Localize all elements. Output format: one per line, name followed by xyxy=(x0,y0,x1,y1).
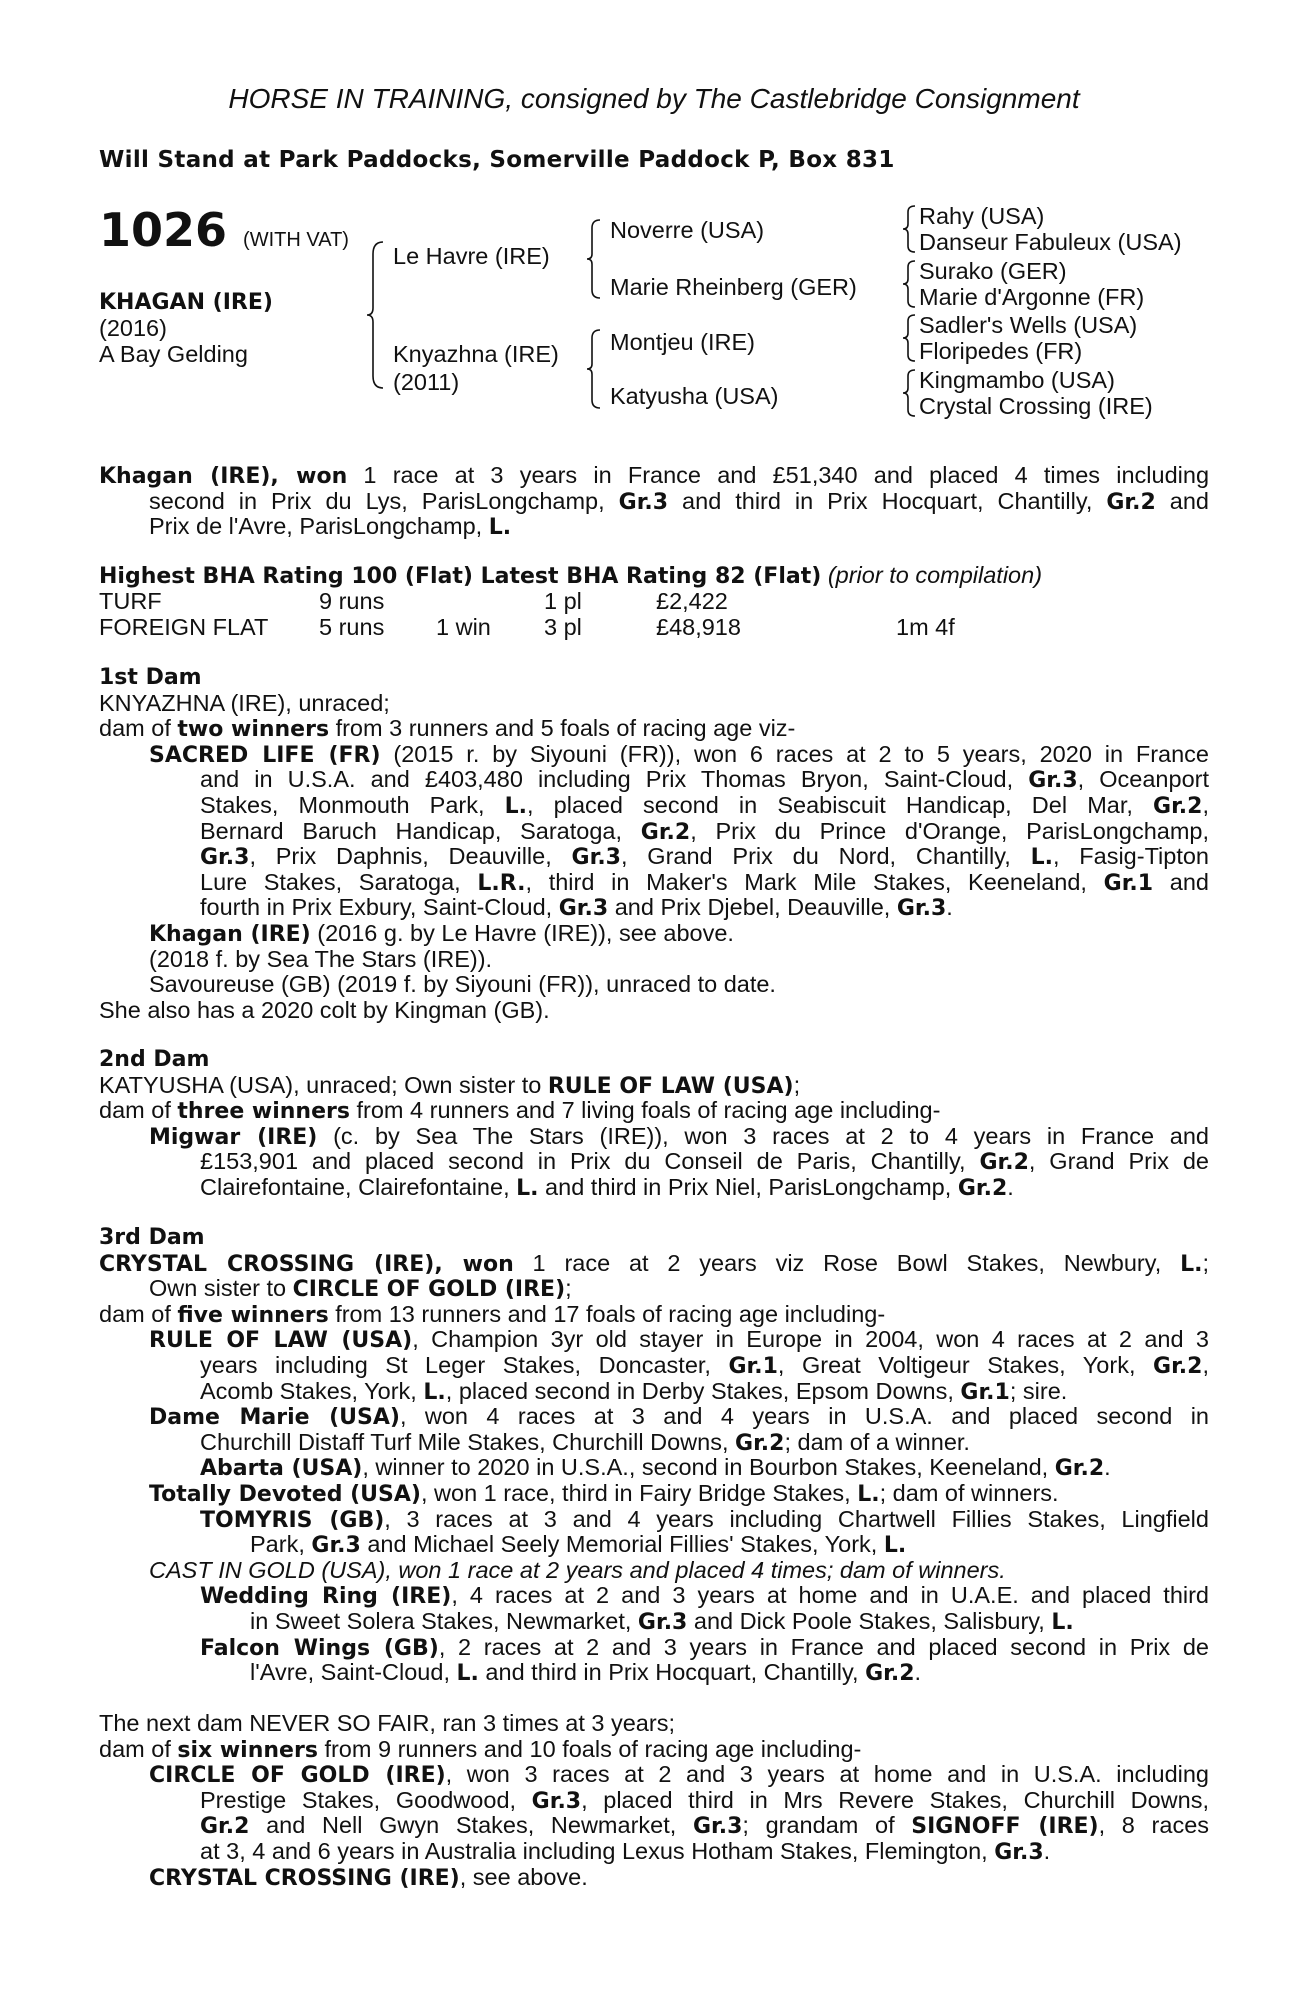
text: l'Avre, Saint-Cloud, xyxy=(250,1659,457,1686)
progeny-line xyxy=(99,1149,1209,1175)
grade: Gr.2 xyxy=(1054,1456,1105,1482)
text: . xyxy=(1007,1173,1014,1200)
text: , 3 races at 3 and 4 years including Chartwell Fillies Stakes, Lingfield xyxy=(384,1506,1209,1532)
pedigree-brace-sire xyxy=(587,218,603,300)
text: and Michael Seely Memorial Fillies' Stakes, York, xyxy=(360,1531,884,1558)
summary-line xyxy=(99,514,1209,540)
record-distance: 1m 4f xyxy=(896,613,955,640)
progeny-line: CAST IN GOLD (USA), won 1 race at 2 years and placed 4 times; dam of winners. xyxy=(149,1556,1006,1583)
page-header: HORSE IN TRAINING, consigned by The Castlebridge Consignment xyxy=(228,83,1080,114)
progeny-line xyxy=(99,870,1209,896)
pedigree-brace-g2 xyxy=(903,259,917,309)
progeny-name: RULE OF LAW (USA) xyxy=(149,1328,413,1353)
text: (2016 g. by Le Havre (IRE)), see above. xyxy=(310,919,734,946)
text: . xyxy=(1043,1837,1051,1864)
race-summary xyxy=(99,463,1209,540)
text: and third in Prix Hocquart, Chantilly, xyxy=(478,1659,866,1686)
winner-count: two winners xyxy=(177,717,330,743)
summary-won: won xyxy=(296,464,348,489)
pedigree-g1: Rahy (USA) xyxy=(919,203,1045,229)
text: , third in Maker's Mark Mile Stakes, Keeneland, xyxy=(525,869,1104,895)
grade: Gr.2 xyxy=(1153,1353,1203,1379)
progeny-line xyxy=(99,1583,1209,1609)
dam-line xyxy=(99,1737,1209,1763)
winner-count: five winners xyxy=(177,1302,329,1328)
pedigree-brace-main xyxy=(367,240,387,390)
record-type: FOREIGN FLAT xyxy=(99,613,269,640)
text: from 3 runners and 5 foals of racing age viz- xyxy=(329,715,796,742)
text: Lure Stakes, Saratoga, xyxy=(200,869,478,895)
grade: L. xyxy=(504,793,527,819)
text: , xyxy=(434,1251,463,1277)
grade: Gr.3 xyxy=(692,1814,743,1839)
progeny-name: Totally Devoted (USA) xyxy=(149,1481,421,1507)
text: Bernard Baruch Handicap, Saratoga, xyxy=(200,818,641,844)
text: , placed second in Derby Stakes, Epsom Downs, xyxy=(445,1377,961,1404)
dam-line xyxy=(99,1276,1209,1302)
text: , Oceanport xyxy=(1077,767,1209,793)
text: and third in Prix Niel, ParisLongchamp, xyxy=(538,1173,958,1200)
progeny-line xyxy=(99,1762,1209,1788)
pedigree-dam-year: (2011) xyxy=(393,369,460,395)
grade: L. xyxy=(1030,845,1053,870)
text: ; sire. xyxy=(1009,1377,1068,1404)
section-heading: 1st Dam xyxy=(99,665,202,690)
grade: L. xyxy=(423,1379,446,1405)
grade: L. xyxy=(857,1481,880,1507)
progeny-line xyxy=(99,1788,1209,1814)
progeny-line xyxy=(99,767,1209,793)
text: Stakes, Monmouth Park, xyxy=(200,792,505,818)
progeny-line xyxy=(99,742,1209,768)
lot-number-value: 1026 xyxy=(99,203,228,257)
summary-text: second in Prix du Lys, ParisLongchamp, xyxy=(149,488,619,514)
progeny-name: Dame Marie (USA) xyxy=(149,1405,400,1430)
grade: Gr.3 xyxy=(531,1788,582,1814)
text: dam of xyxy=(99,1300,178,1327)
text: at 3, 4 and 6 years in Australia including Lexus Hotham Stakes, Flemington, xyxy=(200,1837,995,1864)
text: . xyxy=(914,1659,922,1686)
text: Prestige Stakes, Goodwood, xyxy=(200,1787,532,1813)
progeny-line xyxy=(99,819,1209,845)
summary-grade: L. xyxy=(488,515,512,541)
dam-line xyxy=(99,1098,1209,1124)
pedigree-brace-g1 xyxy=(903,204,917,254)
progeny-line xyxy=(99,1635,1209,1661)
grade: Gr.3 xyxy=(571,845,621,870)
text: dam of xyxy=(99,1097,178,1124)
table-row xyxy=(99,615,955,641)
pedigree-sire: Le Havre (IRE) xyxy=(393,243,550,269)
text: , placed second in Seabiscuit Handicap, Del Mar, xyxy=(527,792,1154,818)
progeny-line xyxy=(99,1353,1209,1379)
grade: Gr.2 xyxy=(640,819,691,845)
lot-vat: (WITH VAT) xyxy=(243,229,349,251)
grade: L. xyxy=(456,1661,479,1687)
progeny-name: CIRCLE OF GOLD (IRE) xyxy=(292,1277,566,1303)
summary-grade: Gr.3 xyxy=(618,489,669,515)
record-runs: 5 runs xyxy=(319,613,385,640)
grade: Gr.3 xyxy=(994,1839,1044,1865)
progeny-line xyxy=(99,1327,1209,1353)
summary-sep: , xyxy=(270,464,297,489)
pedigree-g2: Danseur Fabuleux (USA) xyxy=(919,229,1182,255)
progeny-line xyxy=(99,1532,1209,1558)
text: years including St Leger Stakes, Doncaster, xyxy=(200,1352,729,1378)
stand-location: Will Stand at Park Paddocks, Somerville Paddock P, Box 831 xyxy=(99,147,895,173)
grade: Gr.2 xyxy=(865,1661,915,1687)
record-runs: 9 runs xyxy=(319,588,385,614)
pedigree-g7: Kingmambo (USA) xyxy=(919,367,1115,393)
text: dam of xyxy=(99,715,178,742)
progeny-line xyxy=(99,1660,1209,1686)
pedigree-dam-dam: Katyusha (USA) xyxy=(610,383,779,409)
section-heading: 3rd Dam xyxy=(99,1225,205,1250)
pedigree-g5: Sadler's Wells (USA) xyxy=(919,312,1138,338)
grade: Gr.3 xyxy=(200,845,250,870)
text: 1 race at 2 years viz Rose Bowl Stakes, Newbury, xyxy=(513,1250,1181,1276)
progeny-line xyxy=(99,1455,1209,1481)
grade: Gr.3 xyxy=(1028,768,1078,793)
summary-text: 1 race at 3 years in France and £51,340 and placed 4 times including xyxy=(347,463,1209,488)
grade: Gr.2 xyxy=(200,1814,250,1839)
third-dam-section xyxy=(99,1225,1209,1686)
text: KATYUSHA (USA), unraced; Own sister to xyxy=(99,1071,548,1098)
progeny-line xyxy=(99,1839,1209,1865)
text: dam of xyxy=(99,1735,178,1762)
text: from 4 runners and 7 living foals of racing age including- xyxy=(349,1097,941,1124)
horse-name: KHAGAN (IRE) xyxy=(99,290,273,315)
text: , placed third in Mrs Revere Stakes, Churchill Downs, xyxy=(581,1787,1209,1813)
progeny-name: Khagan (IRE) xyxy=(149,921,311,947)
text: from 9 runners and 10 foals of racing age including- xyxy=(317,1735,862,1762)
next-dam-section xyxy=(99,1711,1209,1890)
grade: L. xyxy=(883,1533,907,1559)
record-prize: £2,422 xyxy=(656,588,728,614)
record-type: TURF xyxy=(99,588,162,614)
summary-grade: Gr.2 xyxy=(1106,489,1156,515)
record-wins xyxy=(436,589,544,615)
text: , Grand Prix de xyxy=(1028,1149,1209,1175)
summary-text: and xyxy=(1155,488,1209,514)
summary-line xyxy=(99,489,1209,515)
grade: L.R. xyxy=(477,870,526,896)
grade: Gr.1 xyxy=(960,1379,1010,1405)
record-distance xyxy=(896,589,955,615)
progeny-line: (2018 f. by Sea The Stars (IRE)). xyxy=(149,945,493,972)
grade: Gr.1 xyxy=(728,1353,778,1379)
text: and Dick Poole Stakes, Salisbury, xyxy=(687,1607,1052,1634)
winner-count: six winners xyxy=(177,1737,318,1763)
progeny-line xyxy=(99,793,1209,819)
text: ; xyxy=(565,1275,572,1302)
pedigree-sire-dam: Marie Rheinberg (GER) xyxy=(610,274,857,300)
pedigree-dam: Knyazhna (IRE) xyxy=(393,341,559,367)
text: . xyxy=(946,894,953,921)
text: from 13 runners and 17 foals of racing age including- xyxy=(328,1300,886,1327)
progeny-name: SACRED LIFE (FR) xyxy=(149,742,381,768)
summary-line xyxy=(99,463,1209,489)
text: , 8 races xyxy=(1098,1813,1209,1839)
progeny-line xyxy=(99,1481,1209,1507)
text: Acomb Stakes, York, xyxy=(200,1377,424,1404)
text: (2015 r. by Siyouni (FR)), won 6 races at 2 to 5 years, 2020 in France xyxy=(380,741,1209,767)
grade: Gr.2 xyxy=(1153,793,1203,819)
section-heading: 2nd Dam xyxy=(99,1047,210,1072)
progeny-name: Migwar (IRE) xyxy=(149,1124,318,1150)
grade: Gr.2 xyxy=(957,1175,1008,1201)
text: , Fasig-Tipton xyxy=(1052,844,1209,870)
text: . xyxy=(1104,1454,1111,1481)
text: ; xyxy=(793,1071,801,1098)
progeny-line xyxy=(99,1865,1209,1891)
progeny-line xyxy=(99,1124,1209,1150)
horse-year: (2016) xyxy=(99,315,167,341)
pedigree-g6: Floripedes (FR) xyxy=(919,338,1083,364)
dam-line xyxy=(99,1302,1209,1328)
grade: Gr.3 xyxy=(311,1533,361,1559)
pedigree-g4: Marie d'Argonne (FR) xyxy=(919,284,1145,310)
text: Own sister to xyxy=(149,1275,293,1302)
grade: Gr.2 xyxy=(735,1430,785,1456)
text: ; xyxy=(1202,1250,1209,1276)
pedigree-brace-g3 xyxy=(903,313,917,363)
text: and Nell Gwyn Stakes, Newmarket, xyxy=(249,1813,693,1839)
grade: Gr.3 xyxy=(896,896,947,922)
progeny-name: CRYSTAL CROSSING (IRE) xyxy=(149,1865,460,1891)
progeny-line xyxy=(99,1430,1209,1456)
text: ; dam of winners. xyxy=(879,1479,1059,1506)
text: , Champion 3yr old stayer in Europe in 2004, won 4 races at 2 and 3 xyxy=(412,1327,1209,1353)
race-record-table xyxy=(99,589,955,640)
progeny-line xyxy=(99,1379,1209,1405)
record-placed: 3 pl xyxy=(544,613,582,640)
text: ; dam of a winner. xyxy=(784,1428,970,1455)
text: fourth in Prix Exbury, Saint-Cloud, xyxy=(200,894,559,921)
text: , 2 races at 2 and 3 years in France and placed second in Prix de xyxy=(438,1634,1209,1660)
table-row xyxy=(99,589,955,615)
bha-rating xyxy=(99,563,1209,589)
progeny-name: Falcon Wings (GB) xyxy=(200,1635,439,1661)
progeny-name: RULE OF LAW (USA) xyxy=(547,1073,794,1099)
progeny-line xyxy=(99,1507,1209,1533)
pedigree-brace-g4 xyxy=(903,368,917,418)
progeny-name: SIGNOFF (IRE) xyxy=(911,1814,1099,1839)
text: in Sweet Solera Stakes, Newmarket, xyxy=(250,1607,638,1634)
progeny-name: Wedding Ring (IRE) xyxy=(200,1584,452,1609)
record-wins: 1 win xyxy=(436,613,491,640)
text: , won 3 races at 2 and 3 years at home and in U.S.A. including xyxy=(445,1762,1209,1788)
progeny-name: CIRCLE OF GOLD (IRE) xyxy=(149,1763,446,1788)
progeny-name: Abarta (USA) xyxy=(200,1456,363,1482)
text: , 4 races at 2 and 3 years at home and in U.A.E. and placed third xyxy=(451,1583,1209,1609)
progeny-line xyxy=(99,895,1209,921)
grade: Gr.2 xyxy=(979,1150,1029,1175)
dam-line: She also has a 2020 colt by Kingman (GB). xyxy=(99,996,550,1023)
grade: L. xyxy=(1051,1609,1074,1635)
dam-line xyxy=(99,1073,1209,1099)
grade: L. xyxy=(516,1175,539,1201)
text: Park, xyxy=(250,1531,312,1558)
text: , won 1 race, third in Fairy Bridge Stakes, xyxy=(420,1479,858,1506)
text: Clairefontaine, Clairefontaine, xyxy=(200,1173,517,1200)
record-placed: 1 pl xyxy=(544,588,582,614)
dam-line: KNYAZHNA (IRE), unraced; xyxy=(99,689,390,716)
summary-horse: Khagan (IRE) xyxy=(99,464,271,489)
text: , Prix Daphnis, Deauville, xyxy=(249,844,572,870)
text: , xyxy=(1202,1352,1209,1378)
text: , see above. xyxy=(459,1863,588,1890)
text: , won 4 races at 3 and 4 years in U.S.A. and placed second in xyxy=(399,1404,1209,1430)
text: , xyxy=(1202,792,1209,818)
rating-values: Highest BHA Rating 100 (Flat) Latest BHA Rating 82 (Flat) xyxy=(99,564,822,589)
text: £153,901 and placed second in Prix du Conseil de Paris, Chantilly, xyxy=(200,1149,980,1175)
rating-note: (prior to compilation) xyxy=(827,562,1043,588)
text: , winner to 2020 in U.S.A., second in Bourbon Stakes, Keeneland, xyxy=(362,1454,1055,1481)
horse-description: A Bay Gelding xyxy=(99,341,248,367)
progeny-line xyxy=(99,921,1209,947)
pedigree-sire-sire: Noverre (USA) xyxy=(610,217,765,243)
grade: Gr.1 xyxy=(1103,870,1154,896)
progeny-line xyxy=(99,1609,1209,1635)
text: (c. by Sea The Stars (IRE)), won 3 races at 2 to 4 years in France and xyxy=(317,1123,1209,1149)
progeny-line xyxy=(99,1175,1209,1201)
progeny-line xyxy=(99,1813,1209,1839)
record-prize: £48,918 xyxy=(656,613,741,640)
grade: L. xyxy=(1180,1251,1203,1277)
dam-line: The next dam NEVER SO FAIR, ran 3 times at 3 years; xyxy=(99,1710,675,1736)
second-dam-section xyxy=(99,1047,1209,1201)
won-label: won xyxy=(462,1251,514,1277)
progeny-name: CRYSTAL CROSSING (IRE) xyxy=(99,1251,435,1277)
first-dam-section xyxy=(99,665,1209,1023)
dam-line xyxy=(99,716,1209,742)
pedigree-dam-sire: Montjeu (IRE) xyxy=(610,329,755,355)
text: and xyxy=(1153,869,1209,895)
text: ; grandam of xyxy=(742,1813,912,1839)
pedigree-g3: Surako (GER) xyxy=(919,258,1067,284)
dam-line xyxy=(99,1251,1209,1277)
text: , Prix du Prince d'Orange, ParisLongchamp, xyxy=(690,818,1209,844)
progeny-line xyxy=(99,844,1209,870)
winner-count: three winners xyxy=(177,1099,350,1125)
summary-text: and third in Prix Hocquart, Chantilly, xyxy=(668,488,1107,514)
grade: Gr.3 xyxy=(558,896,609,922)
text: Churchill Distaff Turf Mile Stakes, Churchill Downs, xyxy=(200,1428,736,1455)
progeny-line xyxy=(99,1404,1209,1430)
pedigree-brace-dam xyxy=(587,328,603,410)
progeny-line: Savoureuse (GB) (2019 f. by Siyouni (FR)), unraced to date. xyxy=(149,971,776,998)
progeny-name: TOMYRIS (GB) xyxy=(200,1507,385,1533)
pedigree-g8: Crystal Crossing (IRE) xyxy=(919,393,1153,419)
grade: Gr.3 xyxy=(637,1609,688,1635)
summary-text: Prix de l'Avre, ParisLongchamp, xyxy=(149,513,489,540)
text: and Prix Djebel, Deauville, xyxy=(608,894,897,921)
text: and in U.S.A. and £403,480 including Prix Thomas Bryon, Saint-Cloud, xyxy=(200,767,1029,793)
rating-line xyxy=(99,563,1209,589)
lot-number xyxy=(99,205,349,265)
text: , Grand Prix du Nord, Chantilly, xyxy=(620,844,1031,870)
text: , Great Voltigeur Stakes, York, xyxy=(777,1352,1154,1378)
